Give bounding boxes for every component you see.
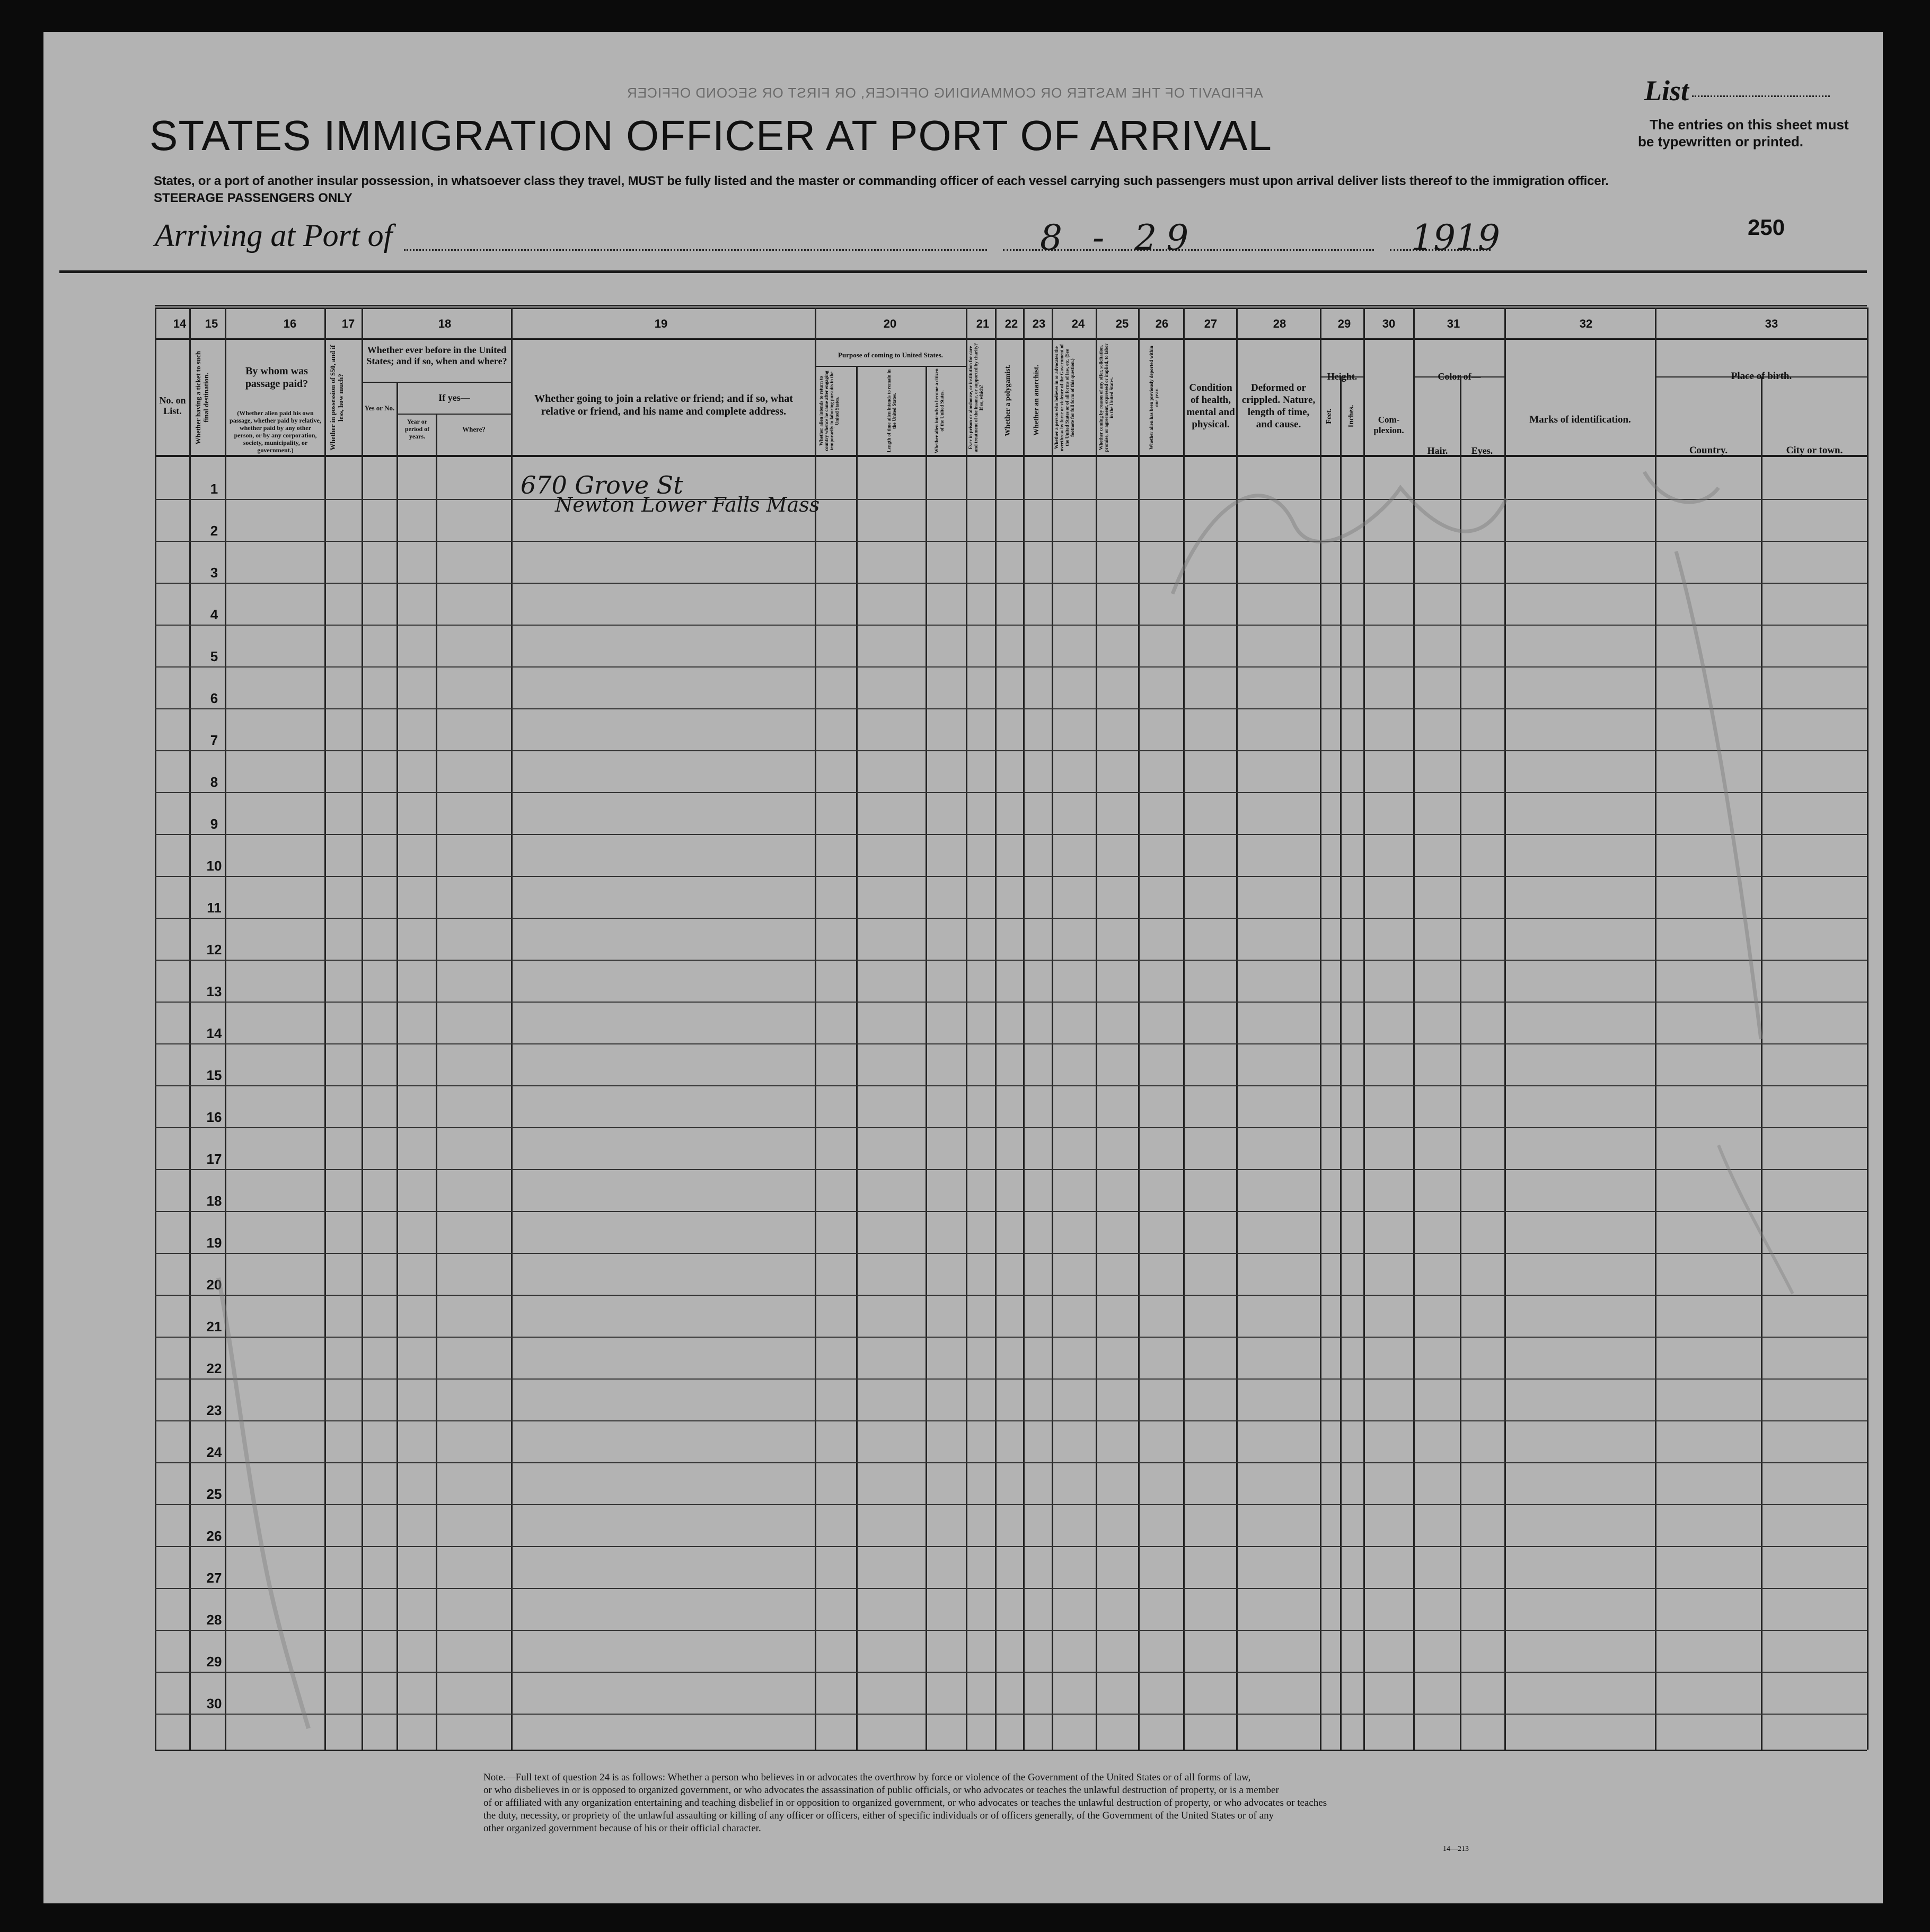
footnote-line4: the duty, necessity, or propriety of the unlawful assaulting or killing of any officer or officers, either of specific individuals or of officers generally, of the Government of the United States or of any: [483, 1810, 1274, 1821]
row-number: 1: [210, 481, 218, 497]
footnote-line2: or who disbelieves in or is opposed to organized government, or who advocates the assassination of public officials, or who advocates or teaches the unlawful destruction of property, or is a member: [483, 1785, 1279, 1796]
list-label: List: [1644, 75, 1689, 107]
col-num-21: 21: [976, 317, 990, 330]
mirrored-affidavit-text: AFFIDAVIT OF THE MASTER OR COMMANDING OFFICER, OR FIRST OR SECOND OFFICER: [627, 85, 1263, 101]
sheet-number: 250: [1748, 215, 1785, 240]
col18-ifyes: If yes—: [438, 392, 470, 403]
bleed-through-marks: [43, 32, 1883, 1903]
col33-city: City or town.: [1786, 445, 1843, 456]
row-number: 27: [206, 1570, 222, 1586]
col17-header: Whether in possession of $50, and if less, how much?: [329, 345, 345, 451]
col26-header: Whether alien has been previously deported within one year.: [1149, 346, 1159, 450]
col18-yesno: Yes or No.: [364, 404, 395, 412]
row-number: 6: [210, 690, 218, 706]
row1-address-line2: Newton Lower Falls Mass: [555, 493, 820, 516]
row-number: 20: [206, 1277, 222, 1293]
arrival-date: 8 - 29: [1040, 217, 1198, 258]
row-number: 2: [210, 523, 218, 539]
row-number: 26: [206, 1528, 222, 1544]
col33-header-title: Place of birth.: [1731, 371, 1792, 382]
col-num-27: 27: [1204, 317, 1218, 330]
col18-years: Year or period of years.: [404, 418, 430, 440]
row1-address-line1: 670 Grove St: [521, 471, 683, 499]
col18-where: Where?: [462, 425, 486, 433]
col20-header-title: Purpose of coming to United States.: [838, 351, 943, 359]
row-number: 21: [206, 1319, 222, 1334]
instructions-line1: States, or a port of another insular possession, in whatsoever class they travel, MUST be fully listed and the master or commanding officer of each vessel carrying such passengers must upon arrival deliver lists thereof to the immigration officer.: [154, 174, 1609, 188]
col-num-26: 26: [1155, 317, 1169, 330]
col-num-31: 31: [1447, 317, 1460, 330]
col15-header: Whether having a ticket to such final destination.: [194, 350, 210, 445]
row-number: 13: [206, 983, 222, 999]
row-number: 7: [210, 732, 218, 748]
col31-hair: Hair.: [1427, 445, 1448, 456]
row-number: 4: [210, 607, 218, 622]
col-num-22: 22: [1004, 317, 1018, 330]
col31-header-title: Color of—: [1438, 371, 1481, 382]
col21-header: Ever in prison or almshouse, or institution for care and treatment of the insane, or supported by charity? If so, which?: [968, 343, 984, 452]
typewritten-note-line1: The entries on this sheet must: [1650, 117, 1849, 133]
col-num-16: 16: [283, 317, 297, 330]
row-number: 25: [206, 1486, 222, 1502]
row-number: 23: [206, 1402, 222, 1418]
col20a-header: Whether alien intends to return to country whence he came after engaging temporarily in laboring pursuits in the United States.: [818, 371, 840, 451]
row-number: 16: [206, 1109, 222, 1125]
col16-header-title: By whom was passage paid?: [245, 365, 309, 390]
col20c-header: Whether alien intends to become a citizen of the United States.: [934, 368, 945, 453]
col-num-24: 24: [1071, 317, 1085, 330]
row-number: 15: [206, 1067, 222, 1083]
col-num-18: 18: [438, 317, 452, 330]
col-num-28: 28: [1273, 317, 1286, 330]
col18-header-title: Whether ever before in the United States; and if so, when and where?: [366, 345, 507, 366]
col27-header: Condition of health, mental and physical.: [1186, 382, 1235, 430]
col33-country: Country.: [1689, 445, 1728, 456]
footnote-line1: Note.—Full text of question 24 is as follows: Whether a person who believes in or advocates the overthrow by force or violence of the Government of the United States or of all forms of law,: [483, 1772, 1251, 1783]
row-number: 28: [206, 1612, 222, 1628]
row-number: 17: [206, 1151, 222, 1167]
col-num-14: 14: [173, 317, 187, 330]
row-number: 3: [210, 565, 218, 581]
row-number: 11: [207, 900, 222, 916]
col29-inches: Inches.: [1347, 405, 1355, 428]
col-num-19: 19: [654, 317, 668, 330]
col-num-15: 15: [205, 317, 218, 330]
col29-feet: Feet.: [1325, 408, 1333, 424]
row-number: 19: [206, 1235, 222, 1251]
col25-header: Whether coming by reason of any offer, solicitation, promise, or agreement, expressed or implied, to labor in the United States.: [1098, 343, 1114, 452]
col-num-17: 17: [341, 317, 355, 330]
footnote-line5: other organized government because of his or their official character.: [483, 1823, 761, 1834]
col-num-33: 33: [1765, 317, 1778, 330]
row-number: 22: [206, 1360, 222, 1376]
row-number: 8: [210, 774, 218, 790]
col19-header: Whether going to join a relative or friend; and if so, what relative or friend, and his name and complete address.: [534, 393, 793, 417]
col31-eyes: Eyes.: [1471, 445, 1493, 456]
col28-header: Deformed or crippled. Nature, length of time, and cause.: [1241, 382, 1316, 430]
col-num-30: 30: [1382, 317, 1396, 330]
row-number: 24: [206, 1444, 222, 1460]
row-number: 29: [206, 1654, 222, 1670]
manifest-sheet: [43, 32, 1883, 1903]
col29-header-title: Height.: [1327, 371, 1358, 382]
col24-header: Whether a person who believes in or advocates the overthrow by force or violence of the Government of the United States or of all forms of law, etc. (See footnote for full form of this question.): [1054, 344, 1075, 451]
col14-header: No. on List.: [159, 395, 186, 416]
typewritten-note-line2: be typewritten or printed.: [1638, 134, 1804, 150]
arriving-label: Arriving at Port of: [155, 218, 393, 253]
row-number: 30: [206, 1696, 222, 1711]
footnote-line3: of or affiliated with any organization entertaining and teaching disbelief in or opposition to organized government, or who advocates or teaches the unlawful destruction of property, or who advocates or teaches: [483, 1797, 1327, 1808]
col-num-29: 29: [1337, 317, 1351, 330]
arrival-year: 1919: [1411, 217, 1500, 258]
col-num-32: 32: [1579, 317, 1593, 330]
col32-header: Marks of identification.: [1529, 414, 1631, 425]
form-code: 14—213: [1443, 1845, 1469, 1853]
col23-header: Whether an anarchist.: [1033, 365, 1041, 436]
page-title: STATES IMMIGRATION OFFICER AT PORT OF ARRIVAL: [149, 112, 1272, 159]
col30-header: Com-plexion.: [1373, 415, 1404, 435]
col-num-23: 23: [1032, 317, 1046, 330]
row-number: 14: [206, 1025, 222, 1041]
row-number: 12: [206, 942, 222, 958]
col20b-header: Length of time alien intends to remain in the United States.: [886, 369, 897, 453]
col-num-20: 20: [883, 317, 897, 330]
col16-header-sub: (Whether alien paid his own passage, whether paid by relative, whether paid by any other person, or by any corporation, society, municipality, or government.): [230, 409, 321, 454]
row-number: 9: [210, 816, 218, 832]
row-number: 18: [206, 1193, 222, 1209]
row-number: 10: [206, 858, 222, 874]
col22-header: Whether a polygamist.: [1004, 364, 1012, 436]
col-num-25: 25: [1115, 317, 1129, 330]
instructions-line2: STEERAGE PASSENGERS ONLY: [154, 191, 352, 205]
row-number: 5: [210, 648, 218, 664]
